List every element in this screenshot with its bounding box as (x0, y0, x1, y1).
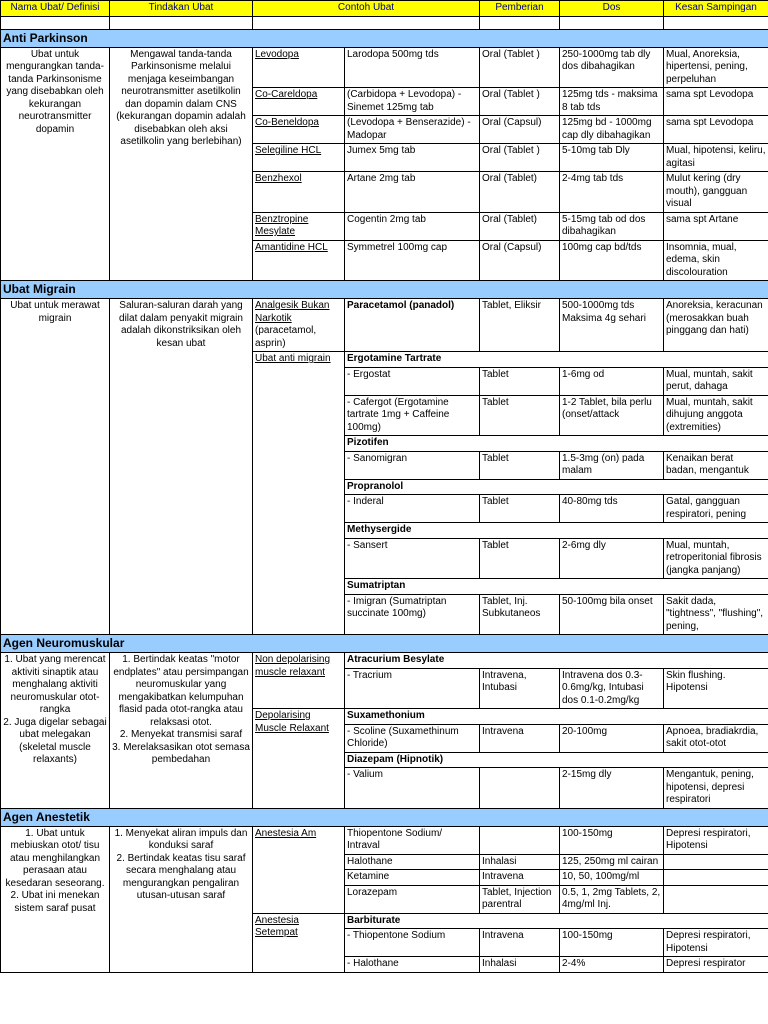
drug-route: Oral (Tablet ) (480, 88, 560, 116)
drug-route: Oral (Capsul) (480, 240, 560, 281)
drug-name: Non depolarising muscle relaxant (253, 653, 345, 709)
drug-name: Analgesik Bukan Narkotik (255, 300, 330, 324)
drug-route: Tablet (480, 395, 560, 436)
drug-dose: 250-1000mg tab dly dos dibahagikan (560, 47, 664, 88)
drug-route (480, 768, 560, 809)
migrain-definition: Ubat untuk merawat migrain (1, 299, 110, 635)
drug-route: Tablet, Eliksir (480, 299, 560, 352)
drug-dose: 2-6mg dly (560, 538, 664, 579)
section-title-migrain: Ubat Migrain (1, 281, 768, 299)
drug-side-effect: Sakit dada, "tightness", "flushing", pening, (664, 594, 768, 635)
header-col2: Tindakan Ubat (110, 1, 253, 17)
drug-dose: 1-6mg od (560, 367, 664, 395)
drug-example: - Imigran (Sumatriptan succinate 100mg) (345, 594, 480, 635)
drug-example: - Tracrium (345, 668, 480, 709)
drug-dose: 125mg bd - 1000mg cap dly dibahagikan (560, 116, 664, 144)
drug-route: Tablet, Injection parentral (480, 885, 560, 913)
drug-example: Ketamine (345, 870, 480, 886)
drug-route: Tablet (480, 367, 560, 395)
drug-group-heading: Methysergide (345, 523, 768, 539)
drug-side-effect (664, 885, 768, 913)
drug-side-effect: sama spt Artane (664, 212, 768, 240)
drug-name: Depolarising Muscle Relaxant (253, 709, 345, 809)
drug-name: Benztropine Mesylate (253, 212, 345, 240)
drug-example: Halothane (345, 854, 480, 870)
drug-side-effect: Depresi respiratori, Hipotensi (664, 826, 768, 854)
drug-dose: 125mg tds - maksima 8 tab tds (560, 88, 664, 116)
drug-side-effect: Kenaikan berat badan, mengantuk (664, 451, 768, 479)
drug-side-effect: Mual, Anoreksia, hipertensi, pening, perpeluhan (664, 47, 768, 88)
drug-example: - Scoline (Suxamethinum Chloride) (345, 724, 480, 752)
drug-side-effect (664, 870, 768, 886)
drug-name: Selegiline HCL (253, 144, 345, 172)
drug-route: Oral (Tablet ) (480, 144, 560, 172)
drug-side-effect: Skin flushing. Hipotensi (664, 668, 768, 709)
drug-side-effect: Mulut kering (dry mouth), gangguan visual (664, 172, 768, 213)
drug-group-heading: Propranolol (345, 479, 768, 495)
header-col5: Dos (560, 1, 664, 17)
drug-dose: 5-10mg tab Dly (560, 144, 664, 172)
drug-route: Oral (Tablet) (480, 172, 560, 213)
drug-route: Intravena (480, 724, 560, 752)
drug-side-effect: sama spt Levodopa (664, 116, 768, 144)
drug-dose: 500-1000mg tds Maksima 4g sehari (560, 299, 664, 352)
drug-side-effect: Depresi respirator (664, 957, 768, 973)
drug-route: Intravena (480, 870, 560, 886)
drug-group-heading: Atracurium Besylate (345, 653, 768, 669)
drug-route: Inhalasi (480, 957, 560, 973)
anest-definition: 1. Ubat untuk mebiuskan otot/ tisu atau menghilangkan perasaan atau kesedaran seseorang. 2. Ubat ini menekan sistem saraf pusat (1, 826, 110, 972)
drug-name: Levodopa (253, 47, 345, 88)
drug-side-effect: Apnoea, bradiakrdia, sakit otot-otot (664, 724, 768, 752)
drug-route: Tablet (480, 538, 560, 579)
drug-side-effect: Mual, hipotensi, keliru, agitasi (664, 144, 768, 172)
parkinson-action: Mengawal tanda-tanda Parkinsonisme melalui menjaga keseimbangan neurotransmitter asetilkolin dan dopamin dalam CNS (kekurangan dopamin adalah disebabkan oleh aksi asetilkolin yang berlebihan) (110, 47, 253, 281)
drug-example: - Thiopentone Sodium (345, 929, 480, 957)
drug-example: - Ergostat (345, 367, 480, 395)
drug-dose: 100-150mg (560, 826, 664, 854)
anest-action: 1. Menyekat aliran impuls dan konduksi saraf 2. Bertindak keatas tisu saraf secara menghalang atau mengurangkan pengaliran utusan-utusan saraf (110, 826, 253, 972)
drug-dose: 20-100mg (560, 724, 664, 752)
drug-dose: 125, 250mg ml cairan (560, 854, 664, 870)
section-title-anestetik: Agen Anestetik (1, 808, 768, 826)
migrain-action: Saluran-saluran darah yang dilat dalam penyakit migrain adalah dikonstriksikan oleh kesan ubat (110, 299, 253, 635)
drug-route: Oral (Capsul) (480, 116, 560, 144)
drug-example: - Inderal (345, 495, 480, 523)
drug-side-effect: Mual, muntah, sakit perut, dahaga (664, 367, 768, 395)
drug-example: Paracetamol (panadol) (345, 299, 480, 352)
section-title-neuromuskular: Agen Neuromuskular (1, 635, 768, 653)
drug-name: Co-Careldopa (253, 88, 345, 116)
drug-side-effect: Mual, muntah, sakit dihujung anggota (extremities) (664, 395, 768, 436)
drug-dose: 5-15mg tab od dos dibahagikan (560, 212, 664, 240)
drug-route: Intravena, Intubasi (480, 668, 560, 709)
drug-example: - Halothane (345, 957, 480, 973)
drug-group-heading: Barbiturate (345, 913, 768, 929)
drug-name: Ubat anti migrain (253, 352, 345, 635)
drug-dose: 50-100mg bila onset (560, 594, 664, 635)
drug-dose: 2-4% (560, 957, 664, 973)
drug-side-effect: Gatal, gangguan respiratori, pening (664, 495, 768, 523)
drug-name: Co-Beneldopa (253, 116, 345, 144)
header-col4: Pemberian (480, 1, 560, 17)
drug-example: (Levodopa + Benserazide) - Madopar (345, 116, 480, 144)
drug-side-effect: Depresi respiratori, Hipotensi (664, 929, 768, 957)
drug-example: Larodopa 500mg tds (345, 47, 480, 88)
drug-group-heading: Pizotifen (345, 436, 768, 452)
drug-group-heading: Suxamethonium (345, 709, 768, 725)
drug-example: - Cafergot (Ergotamine tartrate 1mg + Caffeine 100mg) (345, 395, 480, 436)
drug-example: - Sansert (345, 538, 480, 579)
drug-dose: 40-80mg tds (560, 495, 664, 523)
drug-group-heading: Sumatriptan (345, 579, 768, 595)
drug-dose: 100mg cap bd/tds (560, 240, 664, 281)
drug-route: Tablet (480, 451, 560, 479)
header-col3: Contoh Ubat (253, 1, 480, 17)
drug-example: - Sanomigran (345, 451, 480, 479)
drug-side-effect: Anoreksia, keracunan (merosakkan buah pinggang dan hati) (664, 299, 768, 352)
drug-route: Tablet (480, 495, 560, 523)
drug-route: Tablet, Inj. Subkutaneos (480, 594, 560, 635)
drug-example: Thiopentone Sodium/ Intraval (345, 826, 480, 854)
drug-example: Jumex 5mg tab (345, 144, 480, 172)
drug-side-effect: Mual, muntah, retroperitonial fibrosis (jangka panjang) (664, 538, 768, 579)
drug-example: Symmetrel 100mg cap (345, 240, 480, 281)
drug-example: Lorazepam (345, 885, 480, 913)
drug-name-note: (paracetamol, asprin) (255, 325, 317, 349)
header-col6: Kesan Sampingan (664, 1, 768, 17)
drug-group-heading: Diazepam (Hipnotik) (345, 752, 768, 768)
drug-side-effect: sama spt Levodopa (664, 88, 768, 116)
drug-route (480, 826, 560, 854)
drug-side-effect (664, 854, 768, 870)
drug-route: Intravena (480, 929, 560, 957)
drug-example: Cogentin 2mg tab (345, 212, 480, 240)
drug-name: Benzhexol (253, 172, 345, 213)
drug-example: (Carbidopa + Levodopa) - Sinemet 125mg tab (345, 88, 480, 116)
drug-example: - Valium (345, 768, 480, 809)
drug-route: Inhalasi (480, 854, 560, 870)
drug-dose: 2-4mg tab tds (560, 172, 664, 213)
drug-example: Artane 2mg tab (345, 172, 480, 213)
drug-route: Oral (Tablet) (480, 212, 560, 240)
parkinson-definition: Ubat untuk mengurangkan tanda-tanda Parkinsonisme yang disebabkan oleh kekurangan neurotransmitter dopamin (1, 47, 110, 281)
drug-name: Anestesia Am (253, 826, 345, 913)
drug-name: Amantidine HCL (253, 240, 345, 281)
drug-dose: 1-2 Tablet, bila perlu (onset/attack (560, 395, 664, 436)
drug-group-heading: Ergotamine Tartrate (345, 352, 768, 368)
neuro-definition: 1. Ubat yang merencat aktiviti sinaptik atau menghalang aktiviti neuromuskular otot-rangka 2. Juga digelar sebagai ubat melegakan (skeletal muscle relaxants) (1, 653, 110, 809)
drug-route: Oral (Tablet ) (480, 47, 560, 88)
drug-dose: 10, 50, 100mg/ml (560, 870, 664, 886)
drug-dose: 0.5, 1, 2mg Tablets, 2, 4mg/ml Inj. (560, 885, 664, 913)
neuro-action: 1. Bertindak keatas "motor endplates" atau persimpangan neuromuskular yang mengakibatkan kelumpuhan flasid pada otot-rangka atau relaksasi otot. 2. Menyekat transmisi saraf 3. Merelaksasikan otot semasa pembedahan (110, 653, 253, 809)
drug-dose: 1.5-3mg (on) pada malam (560, 451, 664, 479)
drug-dose: 2-15mg dly (560, 768, 664, 809)
section-title-parkinson: Anti Parkinson (1, 29, 768, 47)
drug-name: Anestesia Setempat (253, 913, 345, 972)
header-col1: Nama Ubat/ Definisi (1, 1, 110, 17)
migrain-drug1 (253, 299, 345, 352)
header-row (1, 1, 768, 17)
drug-side-effect: Insomnia, mual, edema, skin discolouration (664, 240, 768, 281)
drug-dose: 100-150mg (560, 929, 664, 957)
drug-side-effect: Mengantuk, pening, hipotensi, depresi respiratori (664, 768, 768, 809)
drug-dose: Intravena dos 0.3-0.6mg/kg, Intubasi dos 0.1-0.2mg/kg (560, 668, 664, 709)
